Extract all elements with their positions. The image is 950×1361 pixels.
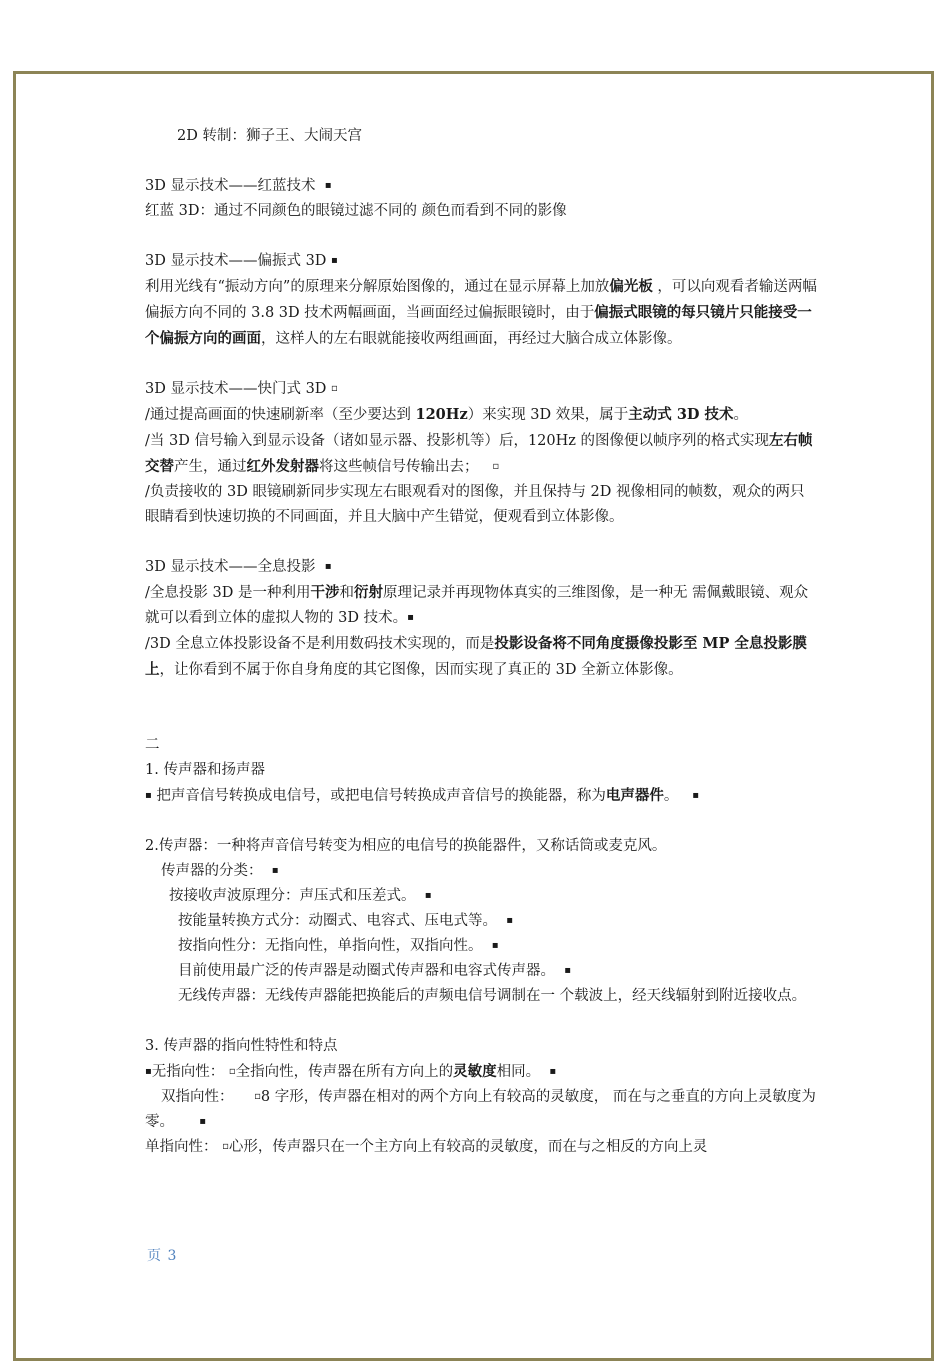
section-hologram-line-1: /全息投影 3D 是一种利用干涉和衍射原理记录并再现物体真实的三维图像，是一种无 需佩戴眼镜、观众就可以看到立体的虚拟人物的 3D 技术。▪ bbox=[145, 584, 809, 626]
wireless-mic: 无线传声器：无线传声器能把换能后的声频电信号调制在一 个载波上，经天线辐射到附近接收点。 bbox=[178, 988, 807, 1004]
bullet-marker: ▪ bbox=[491, 940, 499, 951]
bullet-marker: ▫ bbox=[228, 1066, 236, 1077]
bullet-marker: ▪ bbox=[564, 965, 571, 976]
bullet-marker: ▪ bbox=[145, 790, 152, 801]
section-hologram-title: 3D 显示技术——全息投影 ▪ bbox=[145, 559, 332, 575]
directivity-bi: 双指向性： ▫8 字形，传声器在相对的两个方向上有较高的灵敏度， 而在与之垂直的方向上灵敏度为零。 ▪ bbox=[145, 1089, 816, 1130]
mic-speaker-definition: ▪ 把声音信号转换成电信号，或把电信号转换成声音信号的换能器，称为电声器件。 ▪ bbox=[145, 787, 699, 804]
section-shutter-title: 3D 显示技术——快门式 3D ▫ bbox=[145, 381, 338, 397]
mic-class-directivity: 按指向性分：无指向性，单指向性，双指向性。 ▪ bbox=[178, 938, 499, 954]
bullet-marker: ▫ bbox=[254, 1091, 261, 1102]
bullet-marker: ▪ bbox=[331, 255, 338, 266]
section-shutter-line-3: /负责接收的 3D 眼镜刷新同步实现左右眼观看对的图像，并且保持与 2D 视像相同的帧数，观众的两只眼睛看到快速切换的不同画面，并且大脑中产生错觉，便观看到立体影像。 bbox=[145, 484, 805, 525]
line-2d-conversion: 2D 转制：狮子王、大闹天宫 bbox=[177, 128, 362, 144]
directivity-omni: ▪无指向性： ▫全指向性，传声器在所有方向上的灵敏度相同。 ▪ bbox=[145, 1063, 557, 1080]
bullet-marker: ▪ bbox=[199, 1116, 206, 1127]
mic-common-types: 目前使用最广泛的传声器是动圈式传声器和电容式传声器。 ▪ bbox=[178, 963, 571, 979]
bullet-marker: ▪ bbox=[549, 1066, 557, 1077]
section-polarized-body: 利用光线有“振动方向”的原理来分解原始图像的，通过在显示屏幕上加放偏光板 ，可以向观看者输送两幅偏振方向不同的 3.8 3D 技术两幅画面，当画面经过偏振眼镜时，由于偏振式眼镜的每只镜片只能接受一个偏振方向的画面，这样人的左右眼就能接收两组画面，再经过大脑合成立体影像。 bbox=[145, 278, 817, 347]
bullet-marker: ▪ bbox=[407, 612, 414, 623]
bullet-marker: ▪ bbox=[424, 890, 432, 901]
heading-microphone: 2.传声器：一种将声音信号转变为相应的电信号的换能器件，又称话筒或麦克风。 bbox=[145, 838, 667, 854]
section-red-blue-title: 3D 显示技术——红蓝技术 ▪ bbox=[145, 178, 332, 194]
section-shutter-line-1: /通过提高画面的快速刷新率（至少要达到 120Hz）来实现 3D 效果，属于主动式 3D 技术。 bbox=[145, 406, 749, 423]
bullet-marker: ▪ bbox=[271, 865, 279, 876]
bullet-marker: ▪ bbox=[692, 790, 699, 801]
bullet-marker: ▪ bbox=[324, 561, 332, 572]
section-red-blue-body: 红蓝 3D：通过不同颜色的眼镜过滤不同的 颜色而看到不同的影像 bbox=[145, 203, 567, 219]
heading-directivity: 3. 传声器的指向性特性和特点 bbox=[145, 1038, 338, 1054]
bullet-marker: ▫ bbox=[492, 461, 500, 472]
directivity-uni: 单指向性： ▫心形，传声器只在一个主方向上有较高的灵敏度，而在与之相反的方向上灵 bbox=[145, 1139, 708, 1155]
mic-class-energy: 按能量转换方式分：动圈式、电容式、压电式等。 ▪ bbox=[178, 913, 513, 929]
page-number: 页 3 bbox=[147, 1248, 178, 1264]
bullet-marker: ▪ bbox=[324, 180, 332, 191]
mic-classification: 传声器的分类： ▪ bbox=[161, 863, 279, 879]
bullet-marker: ▪ bbox=[145, 1066, 152, 1077]
section-polarized-title: 3D 显示技术——偏振式 3D ▪ bbox=[145, 253, 338, 269]
section-hologram-line-2: /3D 全息立体投影设备不是利用数码技术实现的，而是投影设备将不同角度摄像投影至 MP 全息投影膜上，让你看到不属于你自身角度的其它图像，因而实现了真正的 3D 全新立体影像。 bbox=[145, 635, 807, 678]
document-body bbox=[145, 124, 817, 1160]
section-shutter-line-2: /当 3D 信号输入到显示设备（诸如显示器、投影机等）后，120Hz 的图像便以帧序列的格式实现左右帧交替产生，通过红外发射器将这些帧信号传输出去； ▫ bbox=[145, 432, 813, 475]
mic-class-principle: 按接收声波原理分：声压式和压差式。 ▪ bbox=[169, 888, 432, 904]
heading-mic-speaker: 1. 传声器和扬声器 bbox=[145, 762, 265, 778]
bullet-marker: ▫ bbox=[331, 383, 338, 394]
part-two-number: 二 bbox=[145, 737, 160, 753]
bullet-marker: ▫ bbox=[222, 1141, 229, 1152]
bullet-marker: ▪ bbox=[506, 915, 513, 926]
